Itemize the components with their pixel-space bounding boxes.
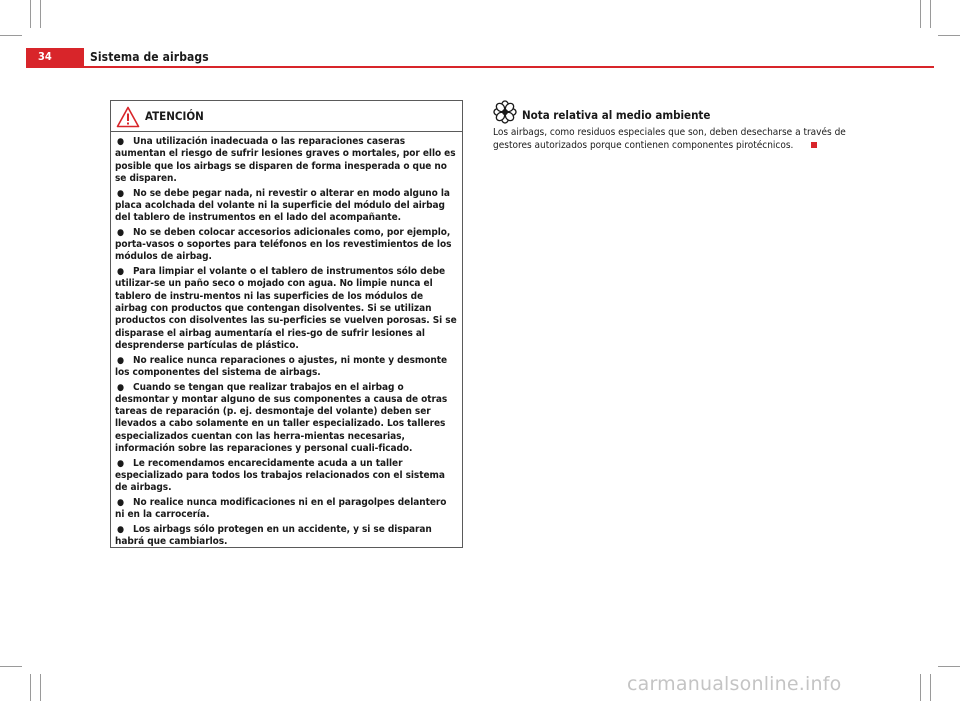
section-title: Sistema de airbags bbox=[90, 50, 209, 64]
bullet: ● bbox=[117, 458, 125, 469]
watermark: carmanualsonline.info bbox=[627, 673, 842, 695]
warning-box bbox=[110, 100, 463, 548]
crop-mark bbox=[30, 674, 31, 701]
bullet: ● bbox=[117, 382, 125, 393]
environment-flower-icon bbox=[493, 100, 517, 124]
crop-mark bbox=[30, 0, 31, 28]
crop-mark bbox=[938, 35, 960, 36]
bullet: ● bbox=[117, 137, 125, 147]
list-item bbox=[115, 136, 457, 185]
bullet: ● bbox=[117, 498, 125, 509]
bullet: ● bbox=[117, 355, 125, 366]
environment-note-body bbox=[493, 126, 855, 152]
header-rule bbox=[26, 66, 934, 68]
end-of-section-marker bbox=[811, 142, 817, 148]
crop-mark bbox=[0, 35, 22, 36]
list-item-text: Los airbags sólo protegen en un accidente, y si se disparan habrá que cambiarlos. bbox=[115, 524, 432, 548]
list-item-text: No realice nunca reparaciones o ajustes, ni monte y desmonte los componentes del sistema de airbags. bbox=[115, 354, 448, 378]
warning-header bbox=[111, 101, 462, 132]
list-item bbox=[115, 188, 457, 225]
list-item-text: Cuando se tengan que realizar trabajos en el airbag o desmontar y montar alguno de sus componentes a causa de otras tareas de reparación (p. ej. desmontaje del volante) deben ser llevados a cabo solamente en un taller especializado. Los talleres especializados cuentan con las herra-mientas necesarias, información sobre las reparaciones y personal cuali-ficado. bbox=[115, 381, 448, 455]
crop-mark bbox=[938, 666, 960, 667]
crop-mark bbox=[930, 0, 931, 28]
crop-mark bbox=[0, 666, 22, 667]
crop-mark bbox=[40, 674, 41, 701]
list-item-text: No se debe pegar nada, ni revestir o alterar en modo alguno la placa acolchada del volante ni la superficie del módulo del airbag del tablero de instrumentos en el lado del acompañante. bbox=[115, 187, 450, 224]
bullet: ● bbox=[117, 227, 125, 238]
list-item bbox=[115, 227, 457, 264]
crop-mark bbox=[40, 0, 41, 28]
warning-list bbox=[111, 132, 462, 549]
list-item bbox=[115, 524, 457, 549]
bullet: ● bbox=[117, 267, 125, 278]
list-item bbox=[115, 355, 457, 380]
crop-mark bbox=[920, 674, 921, 701]
environment-note-title: Nota relativa al medio ambiente bbox=[522, 108, 711, 122]
list-item bbox=[115, 382, 457, 456]
list-item-text: Le recomendamos encarecidamente acuda a un taller especializado para todos los trabajos relacionados con el sistema de airbags. bbox=[115, 457, 445, 494]
environment-note-text: Los airbags, como residuos especiales que son, deben desecharse a través de gestores autorizados porque contienen componentes pirotécnicos. bbox=[493, 127, 846, 151]
warning-title: ATENCIÓN bbox=[145, 109, 204, 123]
list-item-text: Una utilización inadecuada o las reparaciones caseras aumentan el riesgo de sufrir lesiones graves o mortales, por ello es posible que los airbags se disparen de forma inesperada o que no se disparen. bbox=[115, 136, 456, 184]
crop-mark bbox=[930, 674, 931, 701]
list-item bbox=[115, 458, 457, 495]
bullet: ● bbox=[117, 525, 125, 536]
crop-mark bbox=[920, 0, 921, 28]
list-item bbox=[115, 497, 457, 522]
list-item-text: No se deben colocar accesorios adicionales como, por ejemplo, porta-vasos o soportes para teléfonos en los revestimientos de los módulos de airbag. bbox=[115, 226, 452, 263]
bullet: ● bbox=[117, 188, 125, 199]
list-item-text: No realice nunca modificaciones ni en el paragolpes delantero ni en la carrocería. bbox=[115, 497, 447, 521]
list-item bbox=[115, 266, 457, 352]
page-number: 34 bbox=[26, 48, 84, 66]
warning-triangle-icon bbox=[116, 106, 140, 128]
list-item-text: Para limpiar el volante o el tablero de instrumentos sólo debe utilizar-se un paño seco o mojado con agua. No limpie nunca el tablero de instru-mentos ni las superficies de los módulos de airbag con productos que contengan disolventes. Si se utilizan productos con disolventes las su-perficies se vuelven porosas. Si se disparase el airbag aumentaría el ries-go de sufrir lesiones al desprenderse partículas de plástico. bbox=[115, 266, 457, 351]
